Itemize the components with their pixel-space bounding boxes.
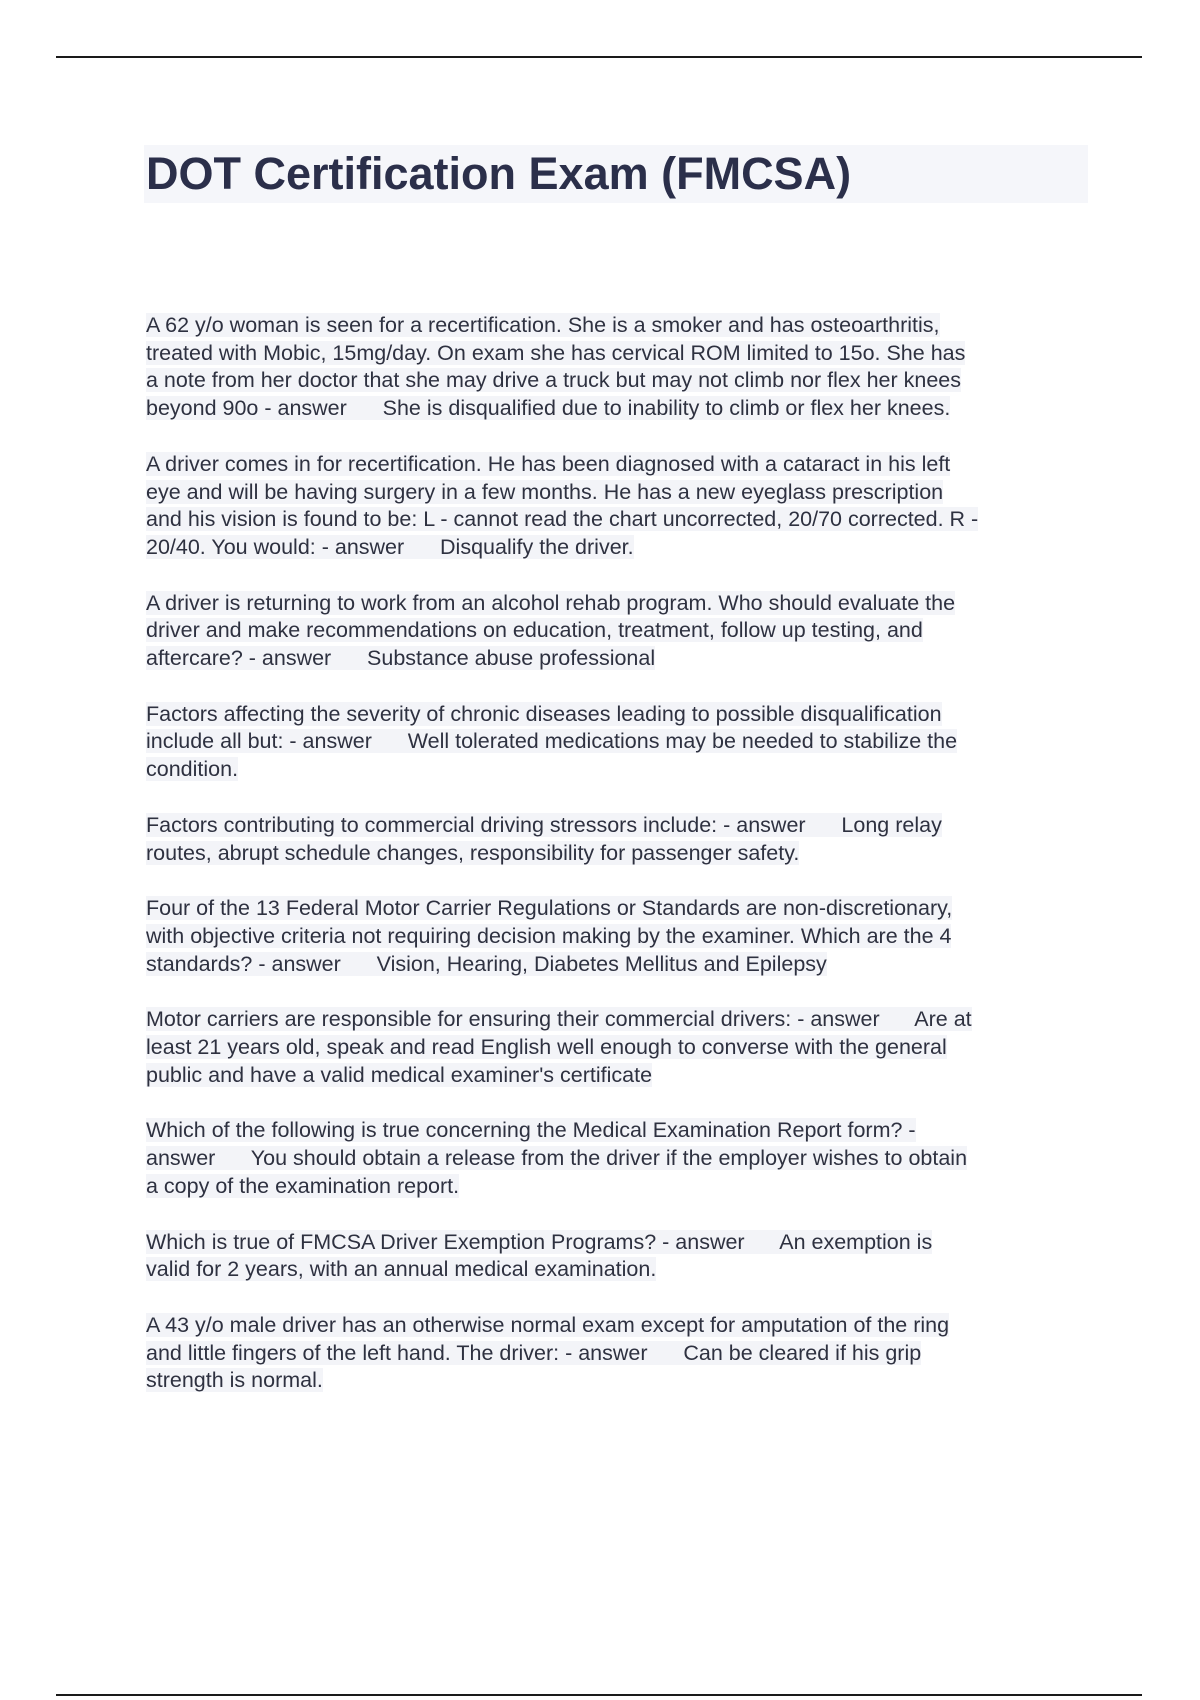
qa-line	[146, 728, 1096, 756]
qa-line	[146, 1340, 1096, 1368]
qa-line	[146, 1034, 1096, 1062]
document-title: DOT Certification Exam (FMCSA)	[146, 148, 852, 199]
qa-line	[146, 1173, 1096, 1201]
qa-line	[146, 1367, 1096, 1395]
top-rule	[56, 56, 1142, 58]
qa-line-text: A 62 y/o woman is seen for a recertification. She is a smoker and has osteoarthritis,	[146, 313, 940, 337]
qa-item	[146, 895, 1096, 978]
qa-line-text: Which is true of FMCSA Driver Exemption Programs? - answer An exemption is	[146, 1229, 933, 1254]
qa-line	[146, 534, 1096, 562]
qa-line-text: A 43 y/o male driver has an otherwise normal exam except for amputation of the ring	[146, 1312, 950, 1337]
qa-line	[146, 1117, 1096, 1145]
qa-line	[146, 1062, 1096, 1090]
qa-item	[146, 1117, 1096, 1200]
qa-line-text: valid for 2 years, with an annual medical examination.	[146, 1257, 657, 1282]
qa-line	[146, 367, 1096, 395]
qa-line	[146, 645, 1096, 673]
qa-line-text: Four of the 13 Federal Motor Carrier Regulations or Standards are non-discretionary,	[146, 896, 953, 921]
qa-line-text: Factors contributing to commercial driving stressors include: - answer Long relay	[146, 812, 942, 837]
qa-line-text: driver and make recommendations on education, treatment, follow up testing, and	[146, 618, 923, 643]
qa-line	[146, 923, 1096, 951]
qa-line-text: 20/40. You would: - answer Disqualify the driver.	[146, 534, 634, 559]
qa-line	[146, 895, 1096, 923]
qa-line-text: with objective criteria not requiring decision making by the examiner. Which are the 4	[146, 923, 952, 948]
qa-line	[146, 451, 1096, 479]
qa-line	[146, 1006, 1096, 1034]
qa-item	[146, 1006, 1096, 1089]
qa-line-text: Factors affecting the severity of chronic diseases leading to possible disqualification	[146, 701, 942, 726]
qa-line	[146, 840, 1096, 868]
question-answer-list	[146, 312, 1096, 1423]
qa-item	[146, 312, 1096, 423]
qa-line-text: and his vision is found to be: L - cannot read the chart uncorrected, 20/70 corrected. R -	[146, 507, 979, 532]
qa-line	[146, 590, 1096, 618]
qa-line-text: standards? - answer Vision, Hearing, Diabetes Mellitus and Epilepsy	[146, 951, 827, 976]
qa-line-text: aftercare? - answer Substance abuse professional	[146, 646, 656, 671]
qa-line-text: answer You should obtain a release from the driver if the employer wishes to obtain	[146, 1146, 968, 1171]
qa-item	[146, 1229, 1096, 1284]
qa-line	[146, 479, 1096, 507]
qa-item	[146, 701, 1096, 784]
qa-line	[146, 1145, 1096, 1173]
qa-line-text: treated with Mobic, 15mg/day. On exam she has cervical ROM limited to 15o. She has	[146, 340, 966, 365]
qa-line	[146, 1229, 1096, 1257]
qa-line-text: routes, abrupt schedule changes, responsibility for passenger safety.	[146, 840, 800, 865]
qa-item	[146, 1312, 1096, 1395]
qa-item	[146, 590, 1096, 673]
qa-line-text: beyond 90o - answer She is disqualified due to inability to climb or flex her knees.	[146, 396, 951, 421]
qa-line	[146, 1312, 1096, 1340]
qa-line-text: a copy of the examination report.	[146, 1173, 460, 1198]
qa-item	[146, 812, 1096, 867]
qa-line-text: Which of the following is true concerning the Medical Examination Report form? -	[146, 1118, 916, 1143]
qa-line-text: strength is normal.	[146, 1368, 323, 1393]
qa-line-text: Motor carriers are responsible for ensuring their commercial drivers: - answer Are at	[146, 1007, 972, 1032]
qa-line	[146, 312, 1096, 340]
qa-line-text: condition.	[146, 757, 239, 782]
qa-line	[146, 812, 1096, 840]
qa-line	[146, 756, 1096, 784]
qa-line	[146, 1256, 1096, 1284]
qa-line-text: A driver comes in for recertification. He has been diagnosed with a cataract in his left	[146, 451, 951, 476]
qa-line	[146, 617, 1096, 645]
qa-line-text: include all but: - answer Well tolerated medications may be needed to stabilize the	[146, 729, 958, 754]
qa-line	[146, 951, 1096, 979]
qa-line-text: and little fingers of the left hand. The driver: - answer Can be cleared if his grip	[146, 1340, 922, 1365]
qa-line-text: a note from her doctor that she may drive a truck but may not climb nor flex her knees	[146, 368, 961, 393]
qa-line	[146, 340, 1096, 368]
qa-line-text: least 21 years old, speak and read English well enough to converse with the general	[146, 1035, 947, 1060]
qa-line-text: public and have a valid medical examiner's certificate	[146, 1062, 653, 1087]
qa-line-text: A driver is returning to work from an alcohol rehab program. Who should evaluate the	[146, 590, 956, 615]
qa-line	[146, 701, 1096, 729]
qa-line-text: eye and will be having surgery in a few months. He has a new eyeglass prescription	[146, 479, 944, 504]
bottom-rule	[56, 1694, 1142, 1696]
qa-item	[146, 451, 1096, 562]
qa-line	[146, 506, 1096, 534]
qa-line	[146, 395, 1096, 423]
